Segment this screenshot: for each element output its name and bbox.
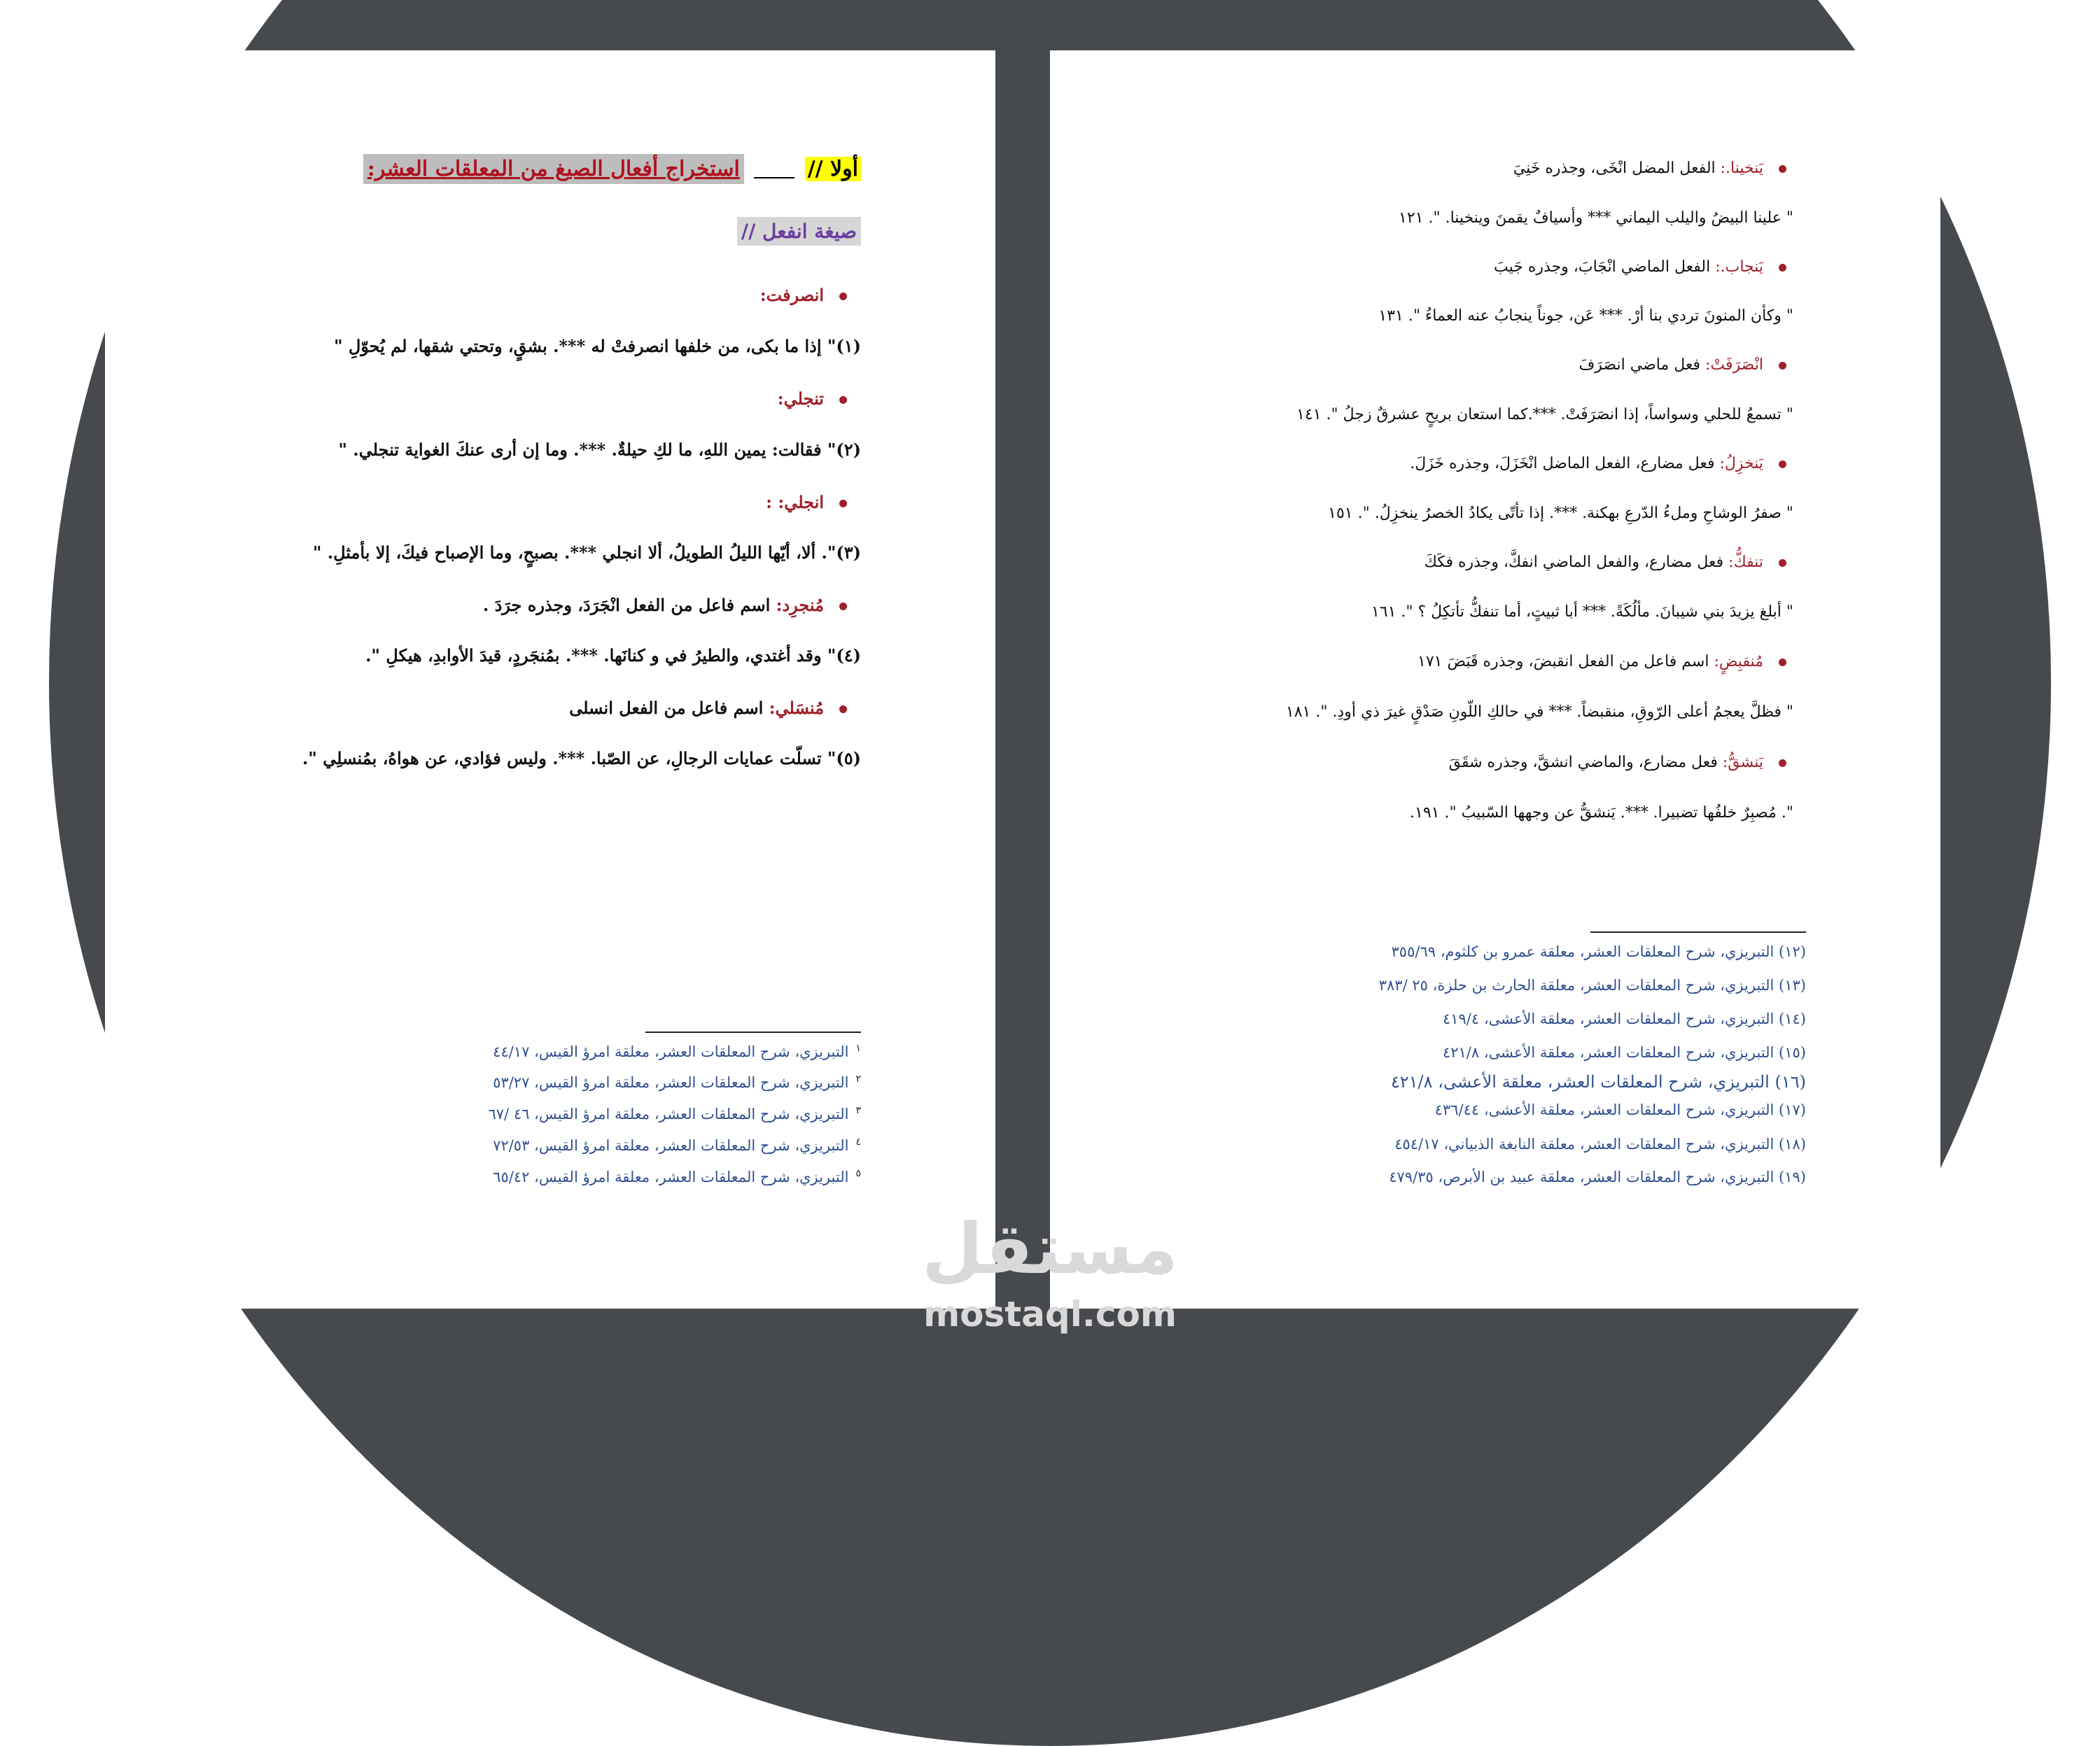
footnote-number: ١	[855, 1043, 861, 1054]
footnote-separator	[1590, 931, 1806, 933]
footnote-number: ٢	[855, 1073, 861, 1085]
footnote: (١٨) التبريزي، شرح المعلقات العشر، معلقة النابغة الذبياني، ٤٥٤/١٧	[1394, 1136, 1806, 1153]
footnote	[493, 1043, 861, 1060]
footnote-separator	[645, 1032, 861, 1033]
item-description: اسم فاعل من الفعل انْجَرَدَ، وجذره جرَدَ .	[482, 595, 776, 615]
verse-line: (٢)" فقالت: يمين اللهِ، ما لكِ حيلةٌ. ***. وما إن أرى عنكَ الغواية تنجلي. "	[338, 439, 861, 460]
item-description: فعل مضارع، والفعل الماضي انفكَّ، وجذره فكَكَ	[1424, 554, 1729, 571]
bullet-icon	[1779, 460, 1786, 468]
footnote-text: التبريزي، شرح المعلقات العشر، معلقة امرؤ القيس، ٥٣/٢٧	[493, 1074, 849, 1091]
item-description: فعل مضارع، الفعل الماضل انْخَزَلَ، وجذره خَزَلَ.	[1410, 455, 1720, 472]
footnote: (١٥) التبريزي، شرح المعلقات العشر، معلقة الأعشى، ٤٢١/٨	[1442, 1044, 1806, 1061]
bullet-icon	[1779, 559, 1786, 567]
bullet-icon	[839, 500, 847, 507]
footnote: (١٢) التبريزي، شرح المعلقات العشر، معلقة عمرو بن كلثوم، ٣٥٥/٦٩	[1391, 943, 1806, 960]
document-page-right	[1050, 50, 1940, 1309]
bullet-icon	[1779, 362, 1786, 369]
verse-line: (١)" إذا ما بكى، من خلفها انصرفتْ له ***. بشقٍ، وتحتي شقها، لم يُحوّلِ "	[333, 336, 861, 356]
item-label-row	[1449, 754, 1786, 771]
footnote: (١٣) التبريزي، شرح المعلقات العشر، معلقة الحارث بن حلزة، ٢٥ /٣٨٣	[1378, 977, 1806, 994]
footnote	[488, 1105, 861, 1122]
document-page-left	[105, 50, 995, 1309]
item-label-row	[1578, 356, 1786, 374]
verse-line: ". مُصبِرٌ خلفُها تضبيرا. ***. يَنشقُّ عن وجهها السّبيبُ ". ١٩١.	[1410, 804, 1793, 822]
item-label-row	[1424, 554, 1786, 571]
item-label: يَنخينا.:	[1720, 160, 1763, 177]
footnote: (١٩) التبريزي، شرح المعلقات العشر، معلقة عبيد بن الأبرص، ٤٧٩/٣٥	[1389, 1169, 1806, 1185]
item-label-row	[1494, 258, 1786, 276]
item-description: اسم فاعل من الفعل انسلى	[569, 698, 769, 718]
footnote	[493, 1168, 861, 1185]
footnote-number: ٥	[855, 1168, 861, 1179]
item-description: فعل ماضي انصَرَفَ	[1578, 356, 1706, 374]
verse-line: " وكأن المنونَ تردي بنا أرْ. *** عَن، جوناً ينجابُ عنه العماءُ ". ١٣١	[1378, 307, 1793, 325]
item-description: فعل مضارع، والماضي انشقَّ، وجذره شقَقَ	[1448, 754, 1723, 771]
item-label: انجلي: :	[766, 492, 824, 512]
footnote: (١٦) التبريزي، شرح المعلقات العشر، معلقة الأعشى، ٤٢١/٨	[1390, 1072, 1806, 1092]
item-label-row	[1418, 653, 1786, 670]
item-label: تنجلي:	[777, 388, 824, 409]
item-label: يَنشقُّ:	[1722, 754, 1763, 771]
item-description: الفعل المضل انْخَى، وجذره خَنِيَ	[1513, 160, 1721, 177]
bullet-icon	[1779, 264, 1786, 272]
verse-line: " علينا البيضُ واليلب اليماني *** وأسيافٌ يقمنَ وينخينا. ". ١٢١	[1399, 209, 1793, 227]
footnote-text: التبريزي، شرح المعلقات العشر، معلقة امرؤ القيس، ٦٥/٤٢	[493, 1169, 849, 1185]
heading-title: استخراج أفعال الصيغ من المعلقات العشر:	[363, 154, 744, 184]
verse-line: (٥)" تسلّت عمايات الرجالِ، عن الصّبا. ***. وليس فؤادي، عن هواهُ، بمُنسلِي ".	[302, 748, 861, 768]
verse-line: " صفرُ الوشاحِ وملءُ الدّرعِ بهكنة. ***. إذا تأتّى يكادُ الخصرُ ينخزِلُ. ". ١٥١	[1328, 505, 1793, 522]
footnote: (١٤) التبريزي، شرح المعلقات العشر، معلقة الأعشى، ٤١٩/٤	[1442, 1011, 1806, 1027]
subheading: صيغة انفعل //	[737, 217, 861, 246]
verse-line: (٤)" وقد أغتدي، والطيرُ في و كنانَها. ***. بمُنجَردٍ، قيدَ الأوابدِ، هيكلِ ".	[365, 645, 861, 666]
footnote-text: التبريزي، شرح المعلقات العشر، معلقة امرؤ القيس، ٤٤/١٧	[493, 1043, 849, 1060]
bullet-icon	[1779, 165, 1786, 173]
footnote: (١٧) التبريزي، شرح المعلقات العشر، معلقة الأعشى، ٤٣٦/٤٤	[1434, 1101, 1806, 1118]
item-label-row	[569, 698, 847, 718]
footnote-text: التبريزي، شرح المعلقات العشر، معلقة امرؤ القيس، ٧٢/٥٣	[493, 1137, 849, 1154]
bullet-icon	[839, 396, 847, 404]
heading-prefix: أولا //	[805, 157, 861, 181]
section-heading	[363, 157, 861, 181]
item-label: تنفكُّ:	[1728, 554, 1763, 571]
watermark-logo: مستقل	[922, 1208, 1178, 1290]
footnote	[493, 1136, 861, 1154]
item-label: انصرفت:	[760, 285, 824, 305]
bullet-icon	[839, 705, 847, 713]
footnote-text: التبريزي، شرح المعلقات العشر، معلقة امرؤ القيس، ٤٦ /٦٧	[488, 1106, 849, 1122]
bullet-icon	[839, 603, 847, 610]
bullet-icon	[1779, 659, 1786, 666]
footnote-number: ٣	[855, 1105, 861, 1116]
footnote	[493, 1073, 861, 1091]
item-description: اسم فاعل من الفعل انقبضَ، وجذره قَبَضَ ١٧١	[1418, 653, 1714, 670]
footnote-number: ٤	[855, 1136, 861, 1148]
verse-line: " فظلَّ يعجمُ أعلى الرّوقِ، منقبضاً. *** في حالكِ اللّونِ صَدْقٍ غيرَ ذي أودِ. ". ١٨١	[1285, 703, 1793, 721]
item-label: مُنجرِد:	[776, 595, 824, 615]
watermark-url: mostaql.com	[923, 1294, 1177, 1335]
item-label-row	[1513, 160, 1786, 177]
item-label: يَنخزِلُ:	[1719, 455, 1763, 472]
verse-line: " تسمعُ للحلي وسواساً، إذا انصَرَفَتْ. ***.كما استعان بريحٍ عشرقٌ زجلُ ". ١٤١	[1296, 406, 1793, 423]
item-label-row	[766, 492, 847, 512]
item-label-row	[778, 388, 847, 409]
item-label: مُنقبِضٍ:	[1714, 653, 1763, 670]
verse-line: " أبلغ يزيدَ بني شيبانَ. مألُكَةً. *** أبا ثبيتٍ، أما تنفكُّ تأتكِلُ ؟ ". ١٦١	[1371, 603, 1793, 621]
verse-line: (٣)". ألا، أيّها الليلُ الطويلُ، ألا انجلي ***. بصبحٍ، وما الإصباح فيكَ، إلا بأمثلِ. "	[312, 542, 861, 563]
item-label: انْصَرَفَتْ:	[1705, 356, 1763, 374]
item-label: يَنجاب.:	[1715, 258, 1763, 276]
bullet-icon	[1779, 759, 1786, 767]
item-description: الفعل الماضي انْجَابَ، وجذره جَيبَ	[1494, 258, 1716, 276]
item-label: مُنسَلي:	[769, 698, 824, 718]
item-label-row	[483, 595, 847, 615]
item-label-row	[1410, 455, 1786, 472]
item-label-row	[760, 285, 847, 305]
bullet-icon	[839, 293, 847, 300]
